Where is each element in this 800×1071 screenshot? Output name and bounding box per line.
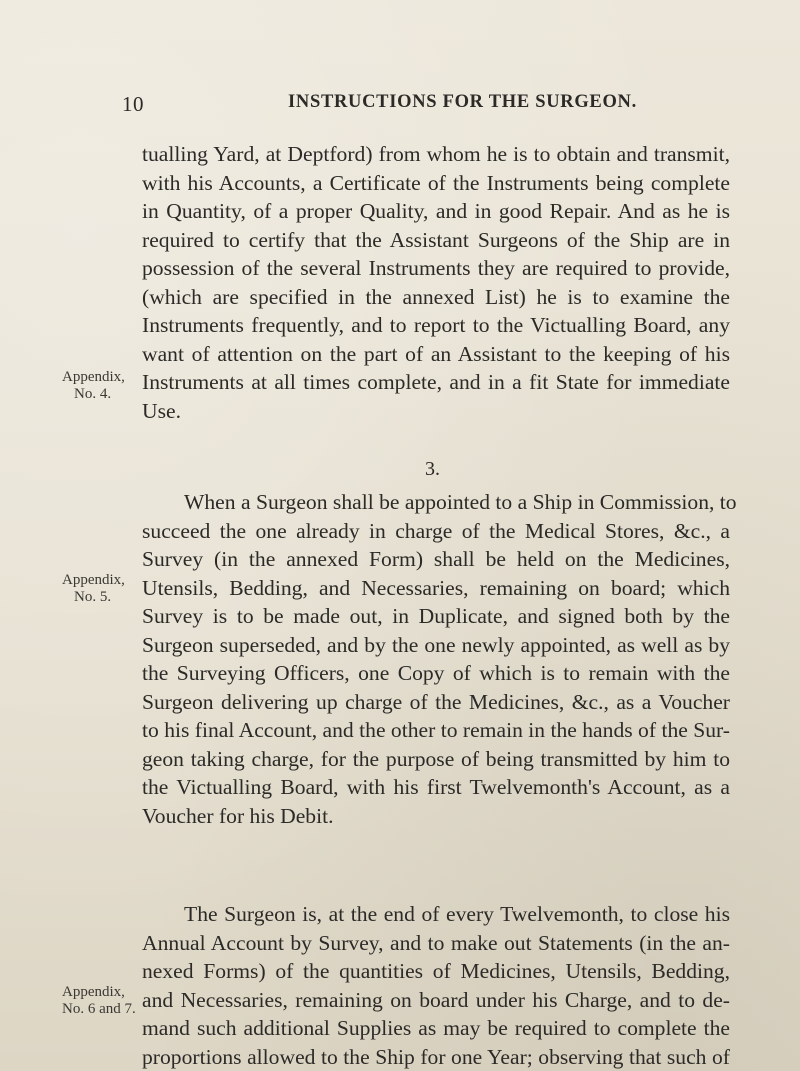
margin-note-label: Appendix,: [62, 369, 125, 385]
paragraph-line: Surgeon superseded, and by the one newly appointed, as well as by: [142, 632, 730, 657]
paragraph-line: in Quantity, of a proper Quality, and in good Repair. And as he is: [142, 199, 730, 223]
margin-note-number: No. 6 and 7.: [62, 1001, 136, 1017]
paragraph-line: with his Accounts, a Certificate of the Instruments being complete: [142, 170, 730, 195]
paragraph-line: Instruments at all times complete, and in a fit State for immediate: [142, 370, 730, 394]
paragraph-line: The Surgeon is, at the end of every Twelvemonth, to close his: [184, 902, 730, 926]
paragraph-line: Instruments frequently, and to report to the Victualling Board, any: [142, 313, 730, 337]
paragraph-2: [142, 488, 737, 830]
page-header: [122, 92, 742, 120]
paragraph-line: Surgeon delivering up charge of the Medicines, &c., as a Voucher: [142, 689, 730, 714]
paragraph-line: mand such additional Supplies as may be required to complete the: [142, 1016, 730, 1040]
paragraph-line: nexed Forms) of the quantities of Medicines, Utensils, Bedding,: [142, 959, 730, 983]
paragraph-line: geon taking charge, for the purpose of being transmitted by him to: [142, 746, 730, 771]
paragraph-1: [142, 140, 730, 425]
paragraph-line: (which are specified in the annexed List) he is to examine the: [142, 284, 730, 309]
paragraph-line: proportions allowed to the Ship for one Year; observing that such of: [142, 1044, 730, 1069]
paragraph-line: Survey is to be made out, in Duplicate, and signed both by the: [142, 604, 730, 628]
paragraph-line: the Victualling Board, with his first Twelvemonth's Account, as a: [142, 775, 730, 799]
paragraph-line: Voucher for his Debit.: [142, 803, 334, 828]
paragraph-line: and Necessaries, remaining on board under his Charge, and to de-: [142, 987, 730, 1012]
section-number: 3.: [425, 458, 440, 480]
margin-note-number: No. 4.: [74, 386, 112, 402]
paragraph-line: the Surveying Officers, one Copy of which is to remain with the: [142, 661, 730, 685]
page-number: 10: [122, 92, 144, 116]
paragraph-line: required to certify that the Assistant Surgeons of the Ship are in: [142, 227, 730, 252]
paragraph-line: possession of the several Instruments they are required to provide,: [142, 256, 730, 280]
paragraph-line: tualling Yard, at Deptford) from whom he is to obtain and transmit,: [142, 142, 730, 166]
margin-note-label: Appendix,: [62, 572, 125, 588]
margin-note-appendix-6-7: [62, 984, 144, 1018]
margin-note-appendix-4: [62, 369, 144, 403]
margin-note-label: Appendix,: [62, 984, 125, 1000]
margin-note-number: No. 5.: [74, 589, 112, 605]
paragraph-line: Utensils, Bedding, and Necessaries, remaining on board; which: [142, 575, 730, 600]
paragraph-line: Annual Account by Survey, and to make out Statements (in the an-: [142, 930, 730, 955]
paragraph-3: [142, 900, 730, 1071]
paragraph-line: want of attention on the part of an Assistant to the keeping of his: [142, 341, 730, 366]
paragraph-line: succeed the one already in charge of the Medical Stores, &c., a: [142, 518, 730, 543]
paragraph-line: Use.: [142, 398, 181, 423]
paragraph-line: to his final Account, and the other to remain in the hands of the Sur-: [142, 718, 730, 742]
running-head: INSTRUCTIONS FOR THE SURGEON.: [288, 92, 637, 112]
margin-note-appendix-5: [62, 572, 144, 606]
paragraph-line: When a Surgeon shall be appointed to a Ship in Commission, to: [184, 490, 737, 514]
paragraph-line: Survey (in the annexed Form) shall be held on the Medicines,: [142, 547, 730, 571]
